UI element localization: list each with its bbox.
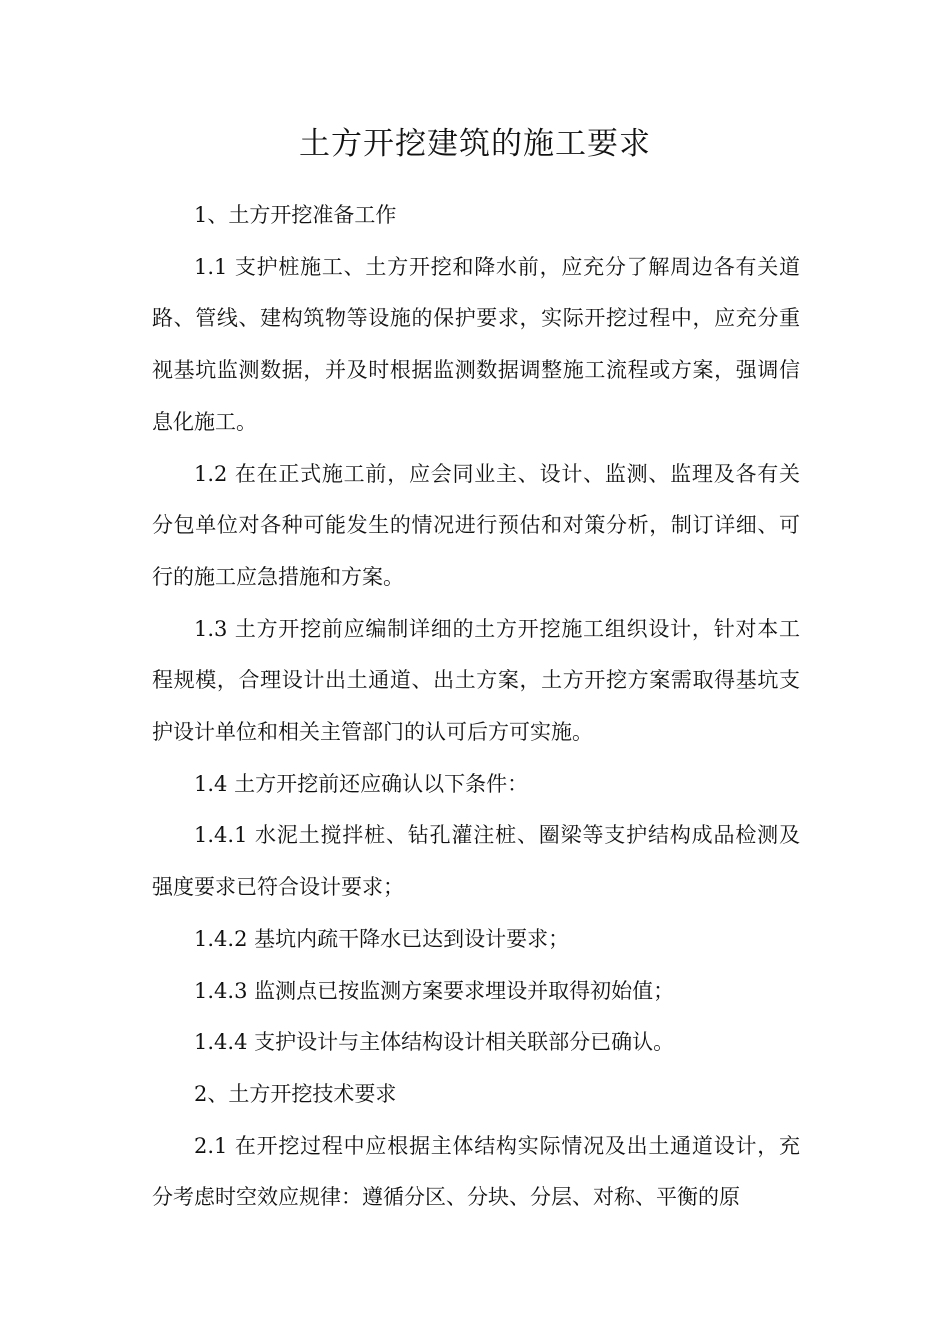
section-heading-1: 1、土方开挖准备工作 (194, 203, 397, 227)
paragraph-1-3: 1.3 土方开挖前应编制详细的土方开挖施工组织设计，针对本工程规模，合理设计出土通道、出土方案，土方开挖方案需取得基坑支护设计单位和相关主管部门的认可后方可实施。 (152, 616, 800, 745)
paragraph-1-4: 1.4 土方开挖前还应确认以下条件： (194, 771, 529, 796)
document-title: 土方开挖建筑的施工要求 (299, 126, 651, 162)
paragraph-1-4-4: 1.4.4 支护设计与主体结构设计相关联部分已确认。 (194, 1030, 675, 1055)
paragraph-1-4-2: 1.4.2 基坑内疏干降水已达到设计要求； (194, 926, 570, 951)
paragraph-1-4-3: 1.4.3 监测点已按监测方案要求埋设并取得初始值； (194, 978, 675, 1003)
paragraph-1-2: 1.2 在在正式施工前，应会同业主、设计、监测、监理及各有关分包单位对各种可能发生的情况进行预估和对策分析，制订详细、可行的施工应急措施和方案。 (152, 461, 800, 589)
paragraph-1-1: 1.1 支护桩施工、土方开挖和降水前，应充分了解周边各有关道路、管线、建构筑物等设施的保护要求，实际开挖过程中，应充分重视基坑监测数据，并及时根据监测数据调整施工流程或方案，强调信息化施工。 (152, 254, 800, 434)
document-body (152, 190, 800, 1224)
section-heading-2: 2、土方开挖技术要求 (194, 1081, 397, 1106)
paragraph-1-4-1: 1.4.1 水泥土搅拌桩、钻孔灌注桩、圈梁等支护结构成品检测及强度要求已符合设计要求； (152, 823, 800, 900)
paragraph-2-1: 2.1 在开挖过程中应根据主体结构实际情况及出土通道设计，充分考虑时空效应规律：遵循分区、分块、分层、对称、平衡的原 (152, 1133, 800, 1210)
